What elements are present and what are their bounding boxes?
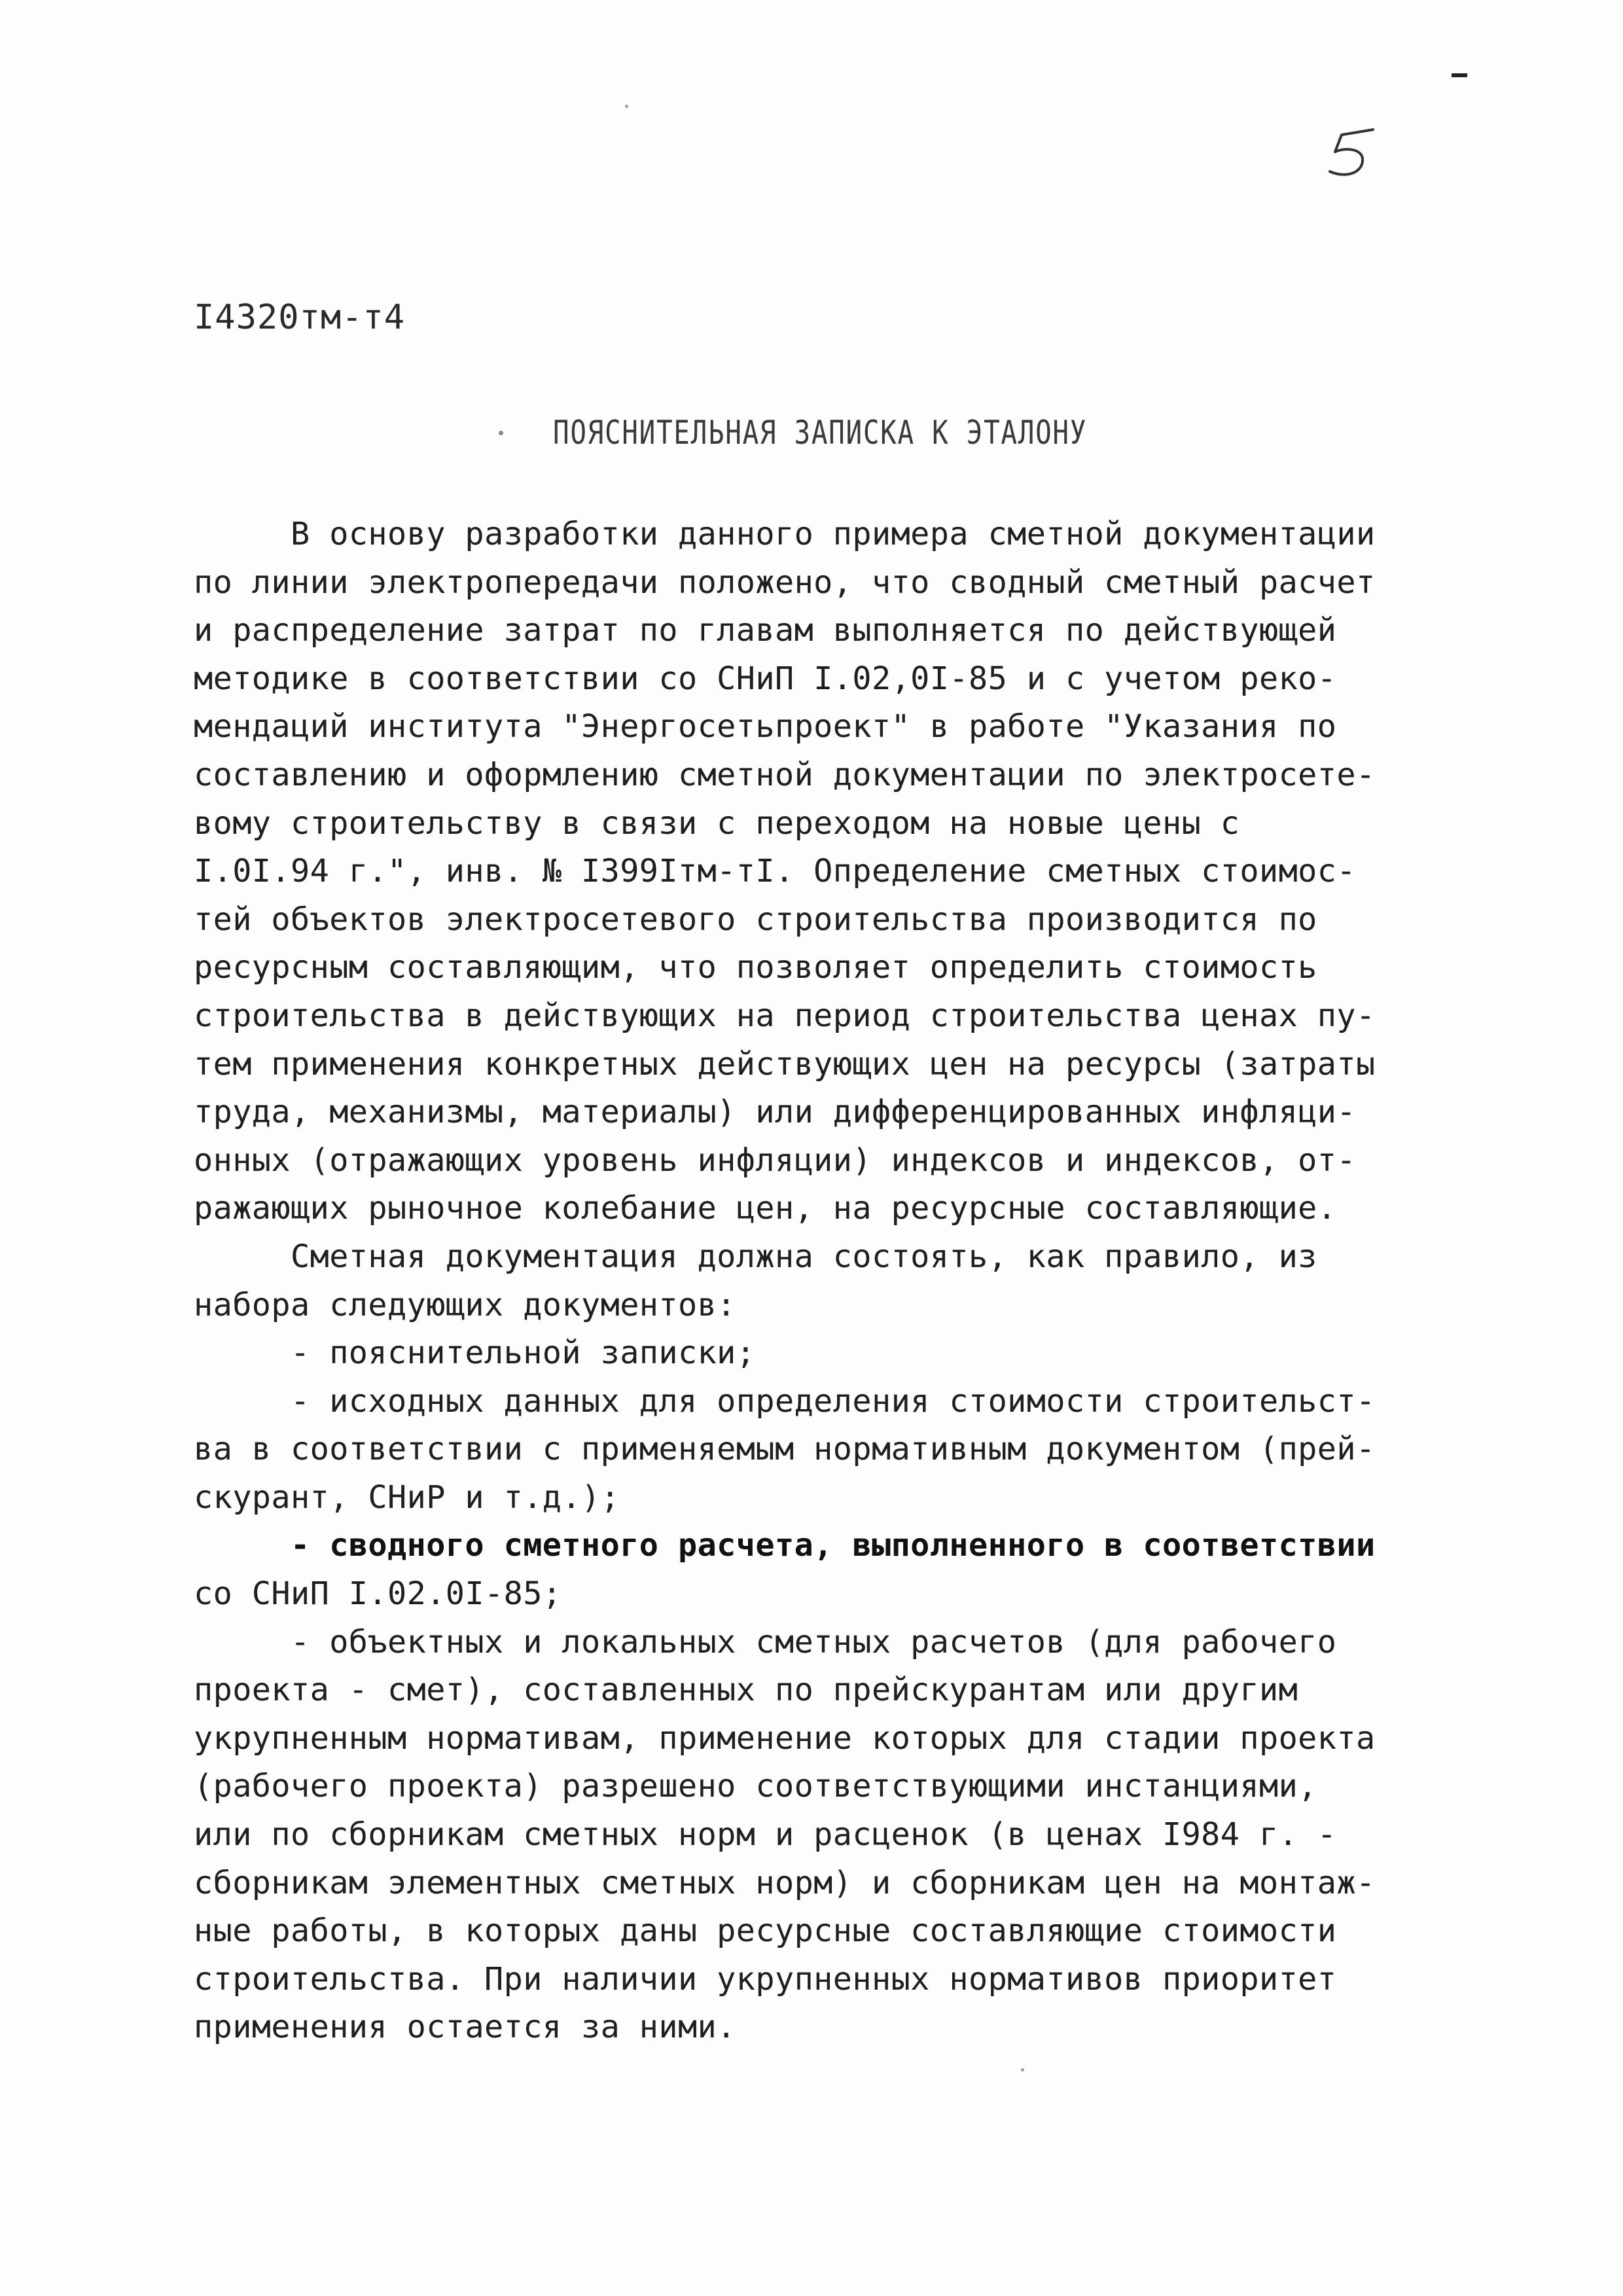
list-item-line-bold: - сводного сметного расчета, выполненного в соответствии — [194, 1527, 1376, 1564]
handwritten-five-icon — [1315, 118, 1387, 190]
handwritten-page-number — [1315, 118, 1387, 190]
text-line: Сметная документация должна состоять, как правило, из — [194, 1238, 1317, 1275]
text-line: тем применения конкретных действующих цен на ресурсы (затраты — [194, 1045, 1376, 1083]
text-line: со СНиП I.02.0I-85; — [194, 1575, 562, 1613]
body-text — [194, 511, 1476, 2052]
text-line-underlined: онных (отражающих уровень инфляции) индексов и индексов, от- — [194, 1141, 1356, 1179]
document-title: ПОЯСНИТЕЛЬНАЯ ЗАПИСКА К ЭТАЛОНУ — [553, 414, 1088, 452]
text-line: ресурсным составляющим, что позволяет определить стоимость — [194, 949, 1317, 986]
list-item-line: - объектных и локальных сметных расчетов (для рабочего — [194, 1623, 1337, 1660]
text-line: набора следующих документов: — [194, 1286, 736, 1323]
text-line: проекта - смет), составленных по прейскурантам или другим — [194, 1672, 1298, 1709]
scan-speck — [625, 105, 628, 108]
list-item-line: - пояснительной записки; — [194, 1335, 756, 1372]
text-line: укрупненным нормативам, применение которых для стадии проекта — [194, 1719, 1376, 1757]
text-line: сборникам элементных сметных норм) и сборникам цен на монтаж- — [194, 1864, 1376, 1901]
list-item-line: - исходных данных для определения стоимости строительст- — [194, 1382, 1376, 1420]
text-line: мендаций института "Энергосетьпроект" в работе "Указания по — [194, 708, 1337, 745]
text-line: ражающих рыночное колебание цен, на ресурсные составляющие. — [194, 1190, 1337, 1227]
text-line: скурант, СНиР и т.д.); — [194, 1479, 620, 1516]
text-line: ные работы, в которых даны ресурсные составляющие стоимости — [194, 1912, 1337, 1950]
corner-dash-mark — [1452, 73, 1467, 77]
text-line: по линии электропередачи положено, что сводный сметный расчет — [194, 564, 1376, 601]
text-line: вому строительству в связи с переходом на новые цены с — [194, 804, 1240, 842]
text-line: В основу разработки данного примера сметной документации — [194, 516, 1376, 552]
text-line: применения остается за ними. — [194, 2009, 736, 2046]
text-line: ва в соответствии с применяемым нормативным документом (прей- — [194, 1431, 1376, 1468]
document-code: I4320тм-т4 — [194, 298, 406, 337]
text-line: составлению и оформлению сметной документации по электросете- — [194, 756, 1376, 793]
text-line: или по сборникам сметных норм и расценок (в ценах I984 г. - — [194, 1816, 1337, 1854]
text-line: строительства в действующих на период строительства ценах пу- — [194, 997, 1376, 1034]
title-speck — [499, 431, 503, 435]
text-line: и распределение затрат по главам выполняется по действующей — [194, 612, 1337, 649]
text-line: тей объектов электросетевого строительства производится по — [194, 901, 1317, 938]
text-line: труда, механизмы, материалы) или дифференцированных инфляци- — [194, 1094, 1356, 1131]
text-line: строительства. При наличии укрупненных нормативов приоритет — [194, 1960, 1337, 1998]
text-line: методике в соответствии со СНиП I.02,0I-85 и с учетом реко- — [194, 660, 1337, 697]
text-line: I.0I.94 г.", инв. № I399Iтм-тI. Определение сметных стоимос- — [194, 853, 1356, 890]
scan-speck — [1021, 2068, 1024, 2072]
text-line: (рабочего проекта) разрешено соответствующими инстанциями, — [194, 1768, 1317, 1805]
